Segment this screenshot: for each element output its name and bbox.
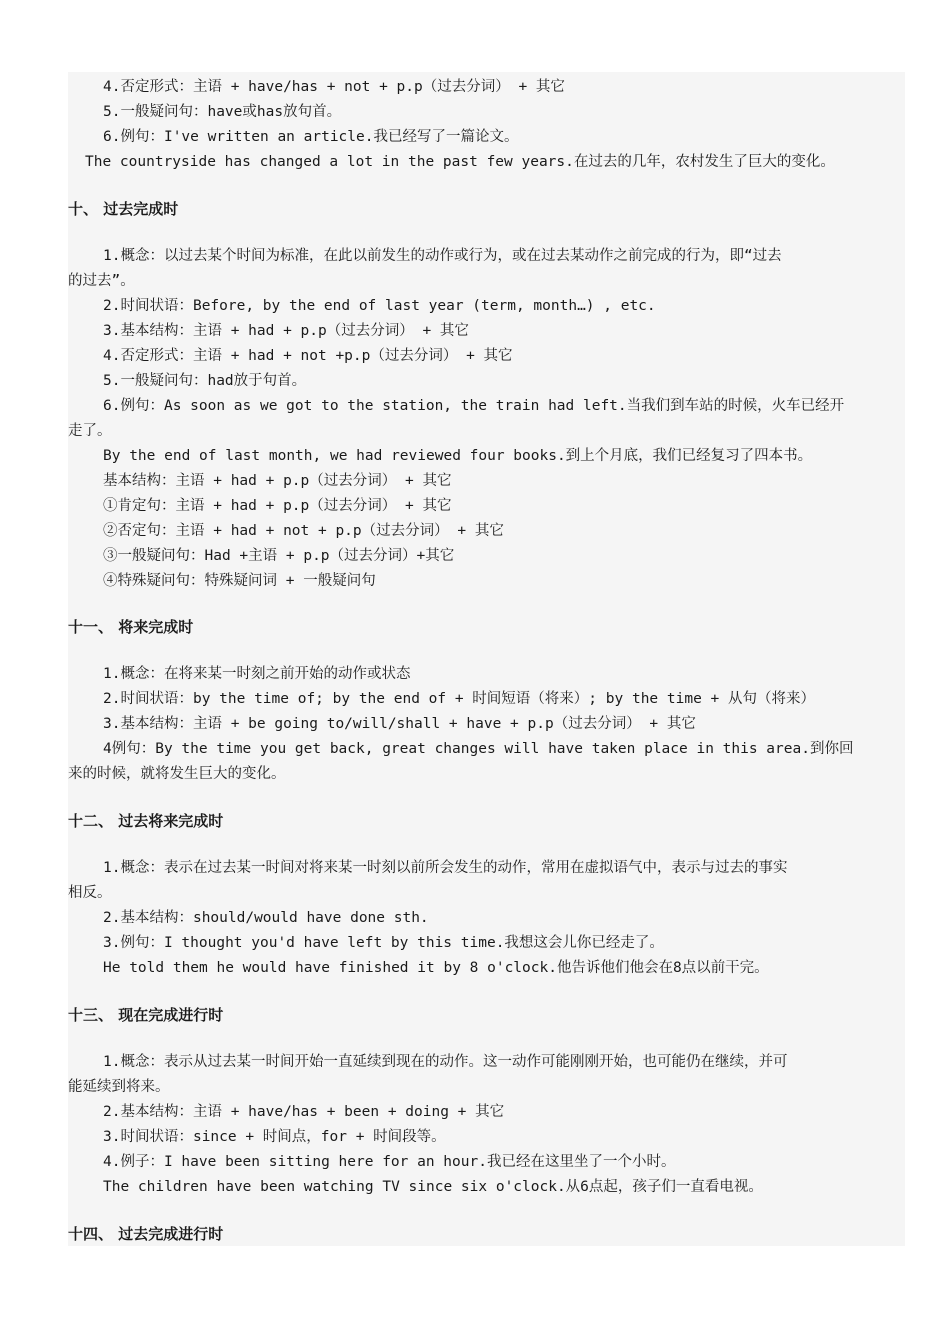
text-line: 走了。 xyxy=(68,423,112,439)
text-line: 2.基本结构：should/would have done sth. xyxy=(103,910,429,926)
text-line: ③一般疑问句：Had +主语 + p.p（过去分词）+其它 xyxy=(103,548,455,564)
text-line: 1.概念：表示在过去某一时间对将来某一时刻以前所会发生的动作，常用在虚拟语气中，表示与过去的事实 xyxy=(103,860,788,876)
text-line: By the end of last month, we had reviewed four books.到上个月底，我们已经复习了四本书。 xyxy=(103,448,813,464)
document-page xyxy=(68,72,905,1246)
text-line: 1.概念：在将来某一时刻之前开始的动作或状态 xyxy=(103,666,411,682)
text-line: 3.基本结构：主语 + be going to/will/shall + have + p.p（过去分词） + 其它 xyxy=(103,716,696,732)
text-line: 能延续到将来。 xyxy=(68,1079,170,1095)
text-line: 1.概念：表示从过去某一时间开始一直延续到现在的动作。这一动作可能刚刚开始，也可能仍在继续，并可 xyxy=(103,1054,788,1070)
text-line: 2.基本结构：主语 + have/has + been + doing + 其它 xyxy=(103,1104,505,1120)
text-line: ①肯定句：主语 + had + p.p（过去分词） + 其它 xyxy=(103,498,452,514)
text-line: 4.例子：I have been sitting here for an hour.我已经在这里坐了一个小时。 xyxy=(103,1154,676,1170)
text-line: 2.时间状语：by the time of; by the end of + 时间短语（将来）; by the time + 从句（将来） xyxy=(103,691,815,707)
text-line: 4例句：By the time you get back, great changes will have taken place in this area.到你回 xyxy=(103,741,854,757)
section-heading: 十一、 将来完成时 xyxy=(68,618,194,636)
section-heading: 十四、 过去完成进行时 xyxy=(68,1225,224,1243)
text-line: 1.概念：以过去某个时间为标准，在此以前发生的动作或行为，或在过去某动作之前完成的行为，即“过去 xyxy=(103,248,782,264)
text-line: 基本结构：主语 + had + p.p（过去分词） + 其它 xyxy=(103,473,452,489)
text-line: 的过去”。 xyxy=(68,273,135,289)
text-line: 6.例句：I've written an article.我已经写了一篇论文。 xyxy=(103,129,519,145)
text-line: 3.例句：I thought you'd have left by this time.我想这会儿你已经走了。 xyxy=(103,935,664,951)
text-line: ④特殊疑问句：特殊疑问词 + 一般疑问句 xyxy=(103,573,376,589)
text-line: He told them he would have finished it by 8 o'clock.他告诉他们他会在8点以前干完。 xyxy=(103,960,769,976)
text-line: 6.例句：As soon as we got to the station, the train had left.当我们到车站的时候，火车已经开 xyxy=(103,398,845,414)
section-heading: 十二、 过去将来完成时 xyxy=(68,812,224,830)
text-line: 5.一般疑问句：have或has放句首。 xyxy=(103,104,342,120)
text-line: 5.一般疑问句：had放于句首。 xyxy=(103,373,307,389)
text-line: The countryside has changed a lot in the past few years.在过去的几年，农村发生了巨大的变化。 xyxy=(85,154,835,170)
text-line: ②否定句：主语 + had + not + p.p（过去分词） + 其它 xyxy=(103,523,504,539)
text-line: 相反。 xyxy=(68,885,112,901)
text-line: 3.基本结构：主语 + had + p.p（过去分词） + 其它 xyxy=(103,323,469,339)
text-line: 4.否定形式：主语 + have/has + not + p.p（过去分词） + 其它 xyxy=(103,79,565,95)
text-line: 4.否定形式：主语 + had + not +p.p（过去分词） + 其它 xyxy=(103,348,513,364)
section-heading: 十三、 现在完成进行时 xyxy=(68,1006,224,1024)
text-line: 2.时间状语：Before, by the end of last year (term, month…) , etc. xyxy=(103,298,656,314)
text-line: 3.时间状语：since + 时间点，for + 时间段等。 xyxy=(103,1129,446,1145)
text-line: The children have been watching TV since six o'clock.从6点起，孩子们一直看电视。 xyxy=(103,1179,763,1195)
text-line: 来的时候，就将发生巨大的变化。 xyxy=(68,766,286,782)
section-heading: 十、 过去完成时 xyxy=(68,200,179,218)
